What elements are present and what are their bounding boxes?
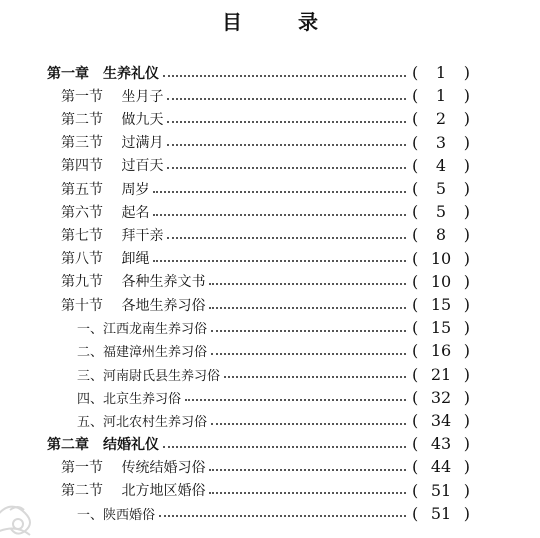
toc-entry-title: 第二节 做九天 — [61, 111, 164, 128]
toc-entry-item — [0, 363, 540, 386]
page-number-value: 32 — [430, 387, 452, 407]
page-number-value: 5 — [435, 179, 447, 198]
dot-leader — [209, 307, 406, 309]
toc-page-number: ( 1 ) — [412, 86, 470, 106]
page-number-value: 43 — [430, 434, 452, 454]
toc-page-number: ( 32 ) — [412, 387, 470, 407]
page-number-value: 1 — [435, 86, 447, 106]
toc-page-number: ( 44 ) — [412, 457, 470, 477]
toc-entry-section — [0, 84, 540, 107]
page-number-value: 34 — [430, 411, 452, 430]
page-number-value: 1 — [435, 63, 447, 82]
toc-entry-section — [0, 270, 540, 293]
toc-entry-item — [0, 386, 540, 409]
toc-entry-section — [0, 479, 540, 502]
toc-page-number: ( 16 ) — [412, 341, 470, 361]
toc-entry-title: 第九节 各种生养文书 — [61, 274, 206, 291]
toc-entry-title: 第二节 北方地区婚俗 — [61, 483, 206, 500]
toc-entry-title: 第三节 过满月 — [61, 135, 164, 152]
toc-entry-title: 三、河南尉氏县生养习俗 — [77, 368, 221, 384]
dot-leader — [153, 214, 406, 216]
toc-entry-section — [0, 131, 540, 154]
page-number-value: 2 — [435, 109, 447, 129]
toc-entry-section — [0, 154, 540, 177]
toc-entry-section — [0, 107, 540, 130]
toc-page-number: ( 5 ) — [412, 179, 470, 198]
page-number-value: 3 — [435, 132, 447, 152]
toc-entry-title: 第六节 起名 — [61, 204, 150, 221]
page-number-value: 15 — [430, 295, 452, 314]
toc-entry-item — [0, 316, 540, 339]
page-number-value: 44 — [430, 457, 452, 477]
dot-leader — [211, 353, 406, 355]
page-number-value: 10 — [430, 271, 452, 291]
toc-page-number: ( 21 ) — [412, 364, 470, 384]
dot-leader — [163, 446, 406, 448]
toc-page-number: ( 51 ) — [412, 480, 470, 500]
toc-page-number: ( 5 ) — [412, 202, 470, 222]
dot-leader — [163, 75, 406, 77]
toc-page-number: ( 10 ) — [412, 248, 470, 268]
page-number-value: 5 — [435, 202, 447, 222]
toc-page-number: ( 15 ) — [412, 318, 470, 338]
toc-entry-title: 第十节 各地生养习俗 — [61, 297, 206, 314]
toc-entry-item — [0, 502, 540, 525]
toc-entry-title: 第八节 卸绳 — [61, 251, 150, 268]
toc-entry-title: 一、陕西婚俗 — [77, 507, 156, 523]
toc-page-number: ( 1 ) — [412, 63, 470, 82]
toc-page-number: ( 43 ) — [412, 434, 470, 454]
dot-leader — [167, 237, 406, 239]
toc-entry-title: 第四节 过百天 — [61, 158, 164, 175]
dot-leader — [224, 376, 406, 378]
dot-leader — [167, 98, 406, 100]
toc-entry-section — [0, 293, 540, 316]
toc-page-number: ( 15 ) — [412, 295, 470, 314]
toc-entry-chapter — [0, 432, 540, 455]
dot-leader — [159, 515, 406, 517]
dot-leader — [211, 423, 406, 425]
toc-page-number: ( 51 ) — [412, 503, 470, 523]
toc-page-number: ( 2 ) — [412, 109, 470, 129]
page-number-value: 15 — [430, 318, 452, 338]
toc-entry-section — [0, 247, 540, 270]
page-number-value: 51 — [430, 503, 452, 523]
toc-entry-title: 第一节 传统结婚习俗 — [61, 459, 206, 476]
toc-page-number: ( 3 ) — [412, 132, 470, 152]
page-number-value: 16 — [430, 341, 452, 361]
toc-entry-title: 第七节 拜干亲 — [61, 227, 164, 244]
dot-leader — [153, 191, 406, 193]
dot-leader — [167, 121, 406, 123]
toc-entry-section — [0, 223, 540, 246]
dot-leader — [153, 260, 406, 262]
toc-page-number: ( 10 ) — [412, 271, 470, 291]
page-number-value: 8 — [435, 225, 447, 245]
toc-page-number: ( 34 ) — [412, 411, 470, 430]
toc-entry-section — [0, 455, 540, 478]
toc-entry-chapter — [0, 61, 540, 84]
page-number-value: 51 — [430, 480, 452, 500]
dot-leader — [209, 492, 406, 494]
page-number-value: 10 — [430, 248, 452, 268]
toc-entry-section — [0, 177, 540, 200]
dot-leader — [167, 144, 406, 146]
toc-entry-item — [0, 339, 540, 362]
toc-entry-title: 四、北京生养习俗 — [77, 391, 182, 407]
page-number-value: 4 — [435, 155, 447, 175]
toc-entry-title: 第一节 坐月子 — [61, 88, 164, 105]
toc-entry-item — [0, 409, 540, 432]
dot-leader — [167, 167, 406, 169]
dot-leader — [211, 330, 406, 332]
toc-page-number: ( 4 ) — [412, 155, 470, 175]
toc-entry-title: 二、福建漳州生养习俗 — [77, 345, 208, 361]
toc-entry-title: 五、河北农村生养习俗 — [77, 415, 208, 430]
toc-entry-title: 第一章 生养礼仪 — [47, 65, 159, 82]
page-number-value: 21 — [430, 364, 452, 384]
toc-entry-title: 一、江西龙南生养习俗 — [77, 322, 208, 338]
page-title: 目 录 — [222, 10, 336, 34]
toc-page-number: ( 8 ) — [412, 225, 470, 245]
toc-entry-title: 第五节 周岁 — [61, 181, 150, 198]
toc-entry-section — [0, 200, 540, 223]
dot-leader — [209, 283, 406, 285]
dot-leader — [185, 399, 406, 401]
toc-entry-title: 第二章 结婚礼仪 — [47, 436, 159, 453]
dot-leader — [209, 469, 406, 471]
